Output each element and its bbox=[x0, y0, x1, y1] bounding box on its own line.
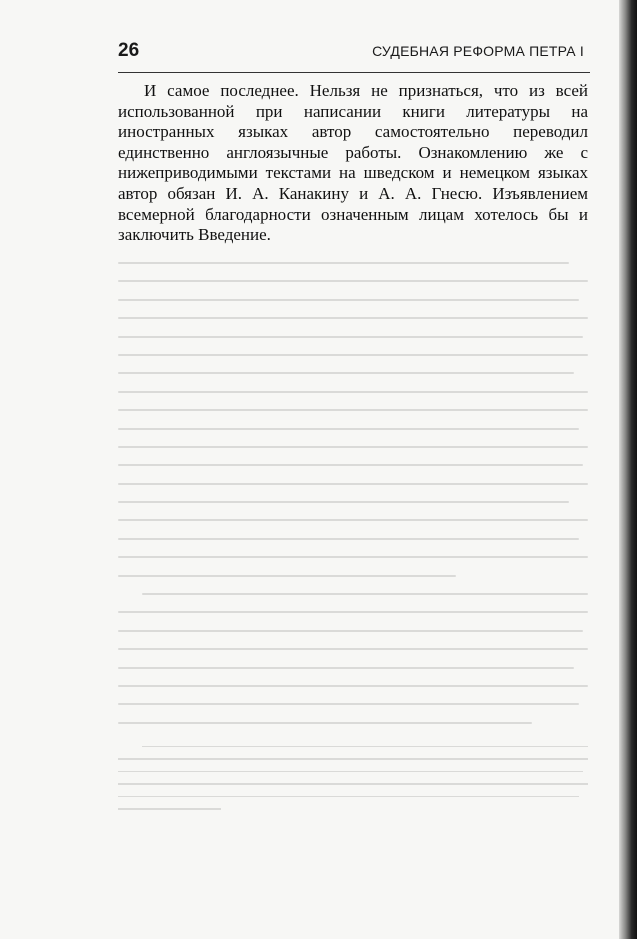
page-header bbox=[118, 40, 590, 64]
running-title: СУДЕБНАЯ РЕФОРМА ПЕТРА I bbox=[372, 43, 584, 59]
body-paragraph: И самое последнее. Нельзя не признаться, что из всей использованной при написании книги литературы на иностранных языках автор самостоятельно переводил единственно англоязычные работы. Ознакомлению же с нижеприводимыми текстами на шведском и немецком языках автор обязан И. А. Канакину и А. А. Гнесю. Изъявлением всемерной благодарности означенным лицам хотелось бы и заключить Введение. bbox=[118, 81, 588, 245]
header-rule bbox=[118, 72, 590, 73]
show-through-texture bbox=[118, 262, 588, 822]
page-number: 26 bbox=[118, 40, 140, 61]
binding-edge bbox=[619, 0, 637, 939]
